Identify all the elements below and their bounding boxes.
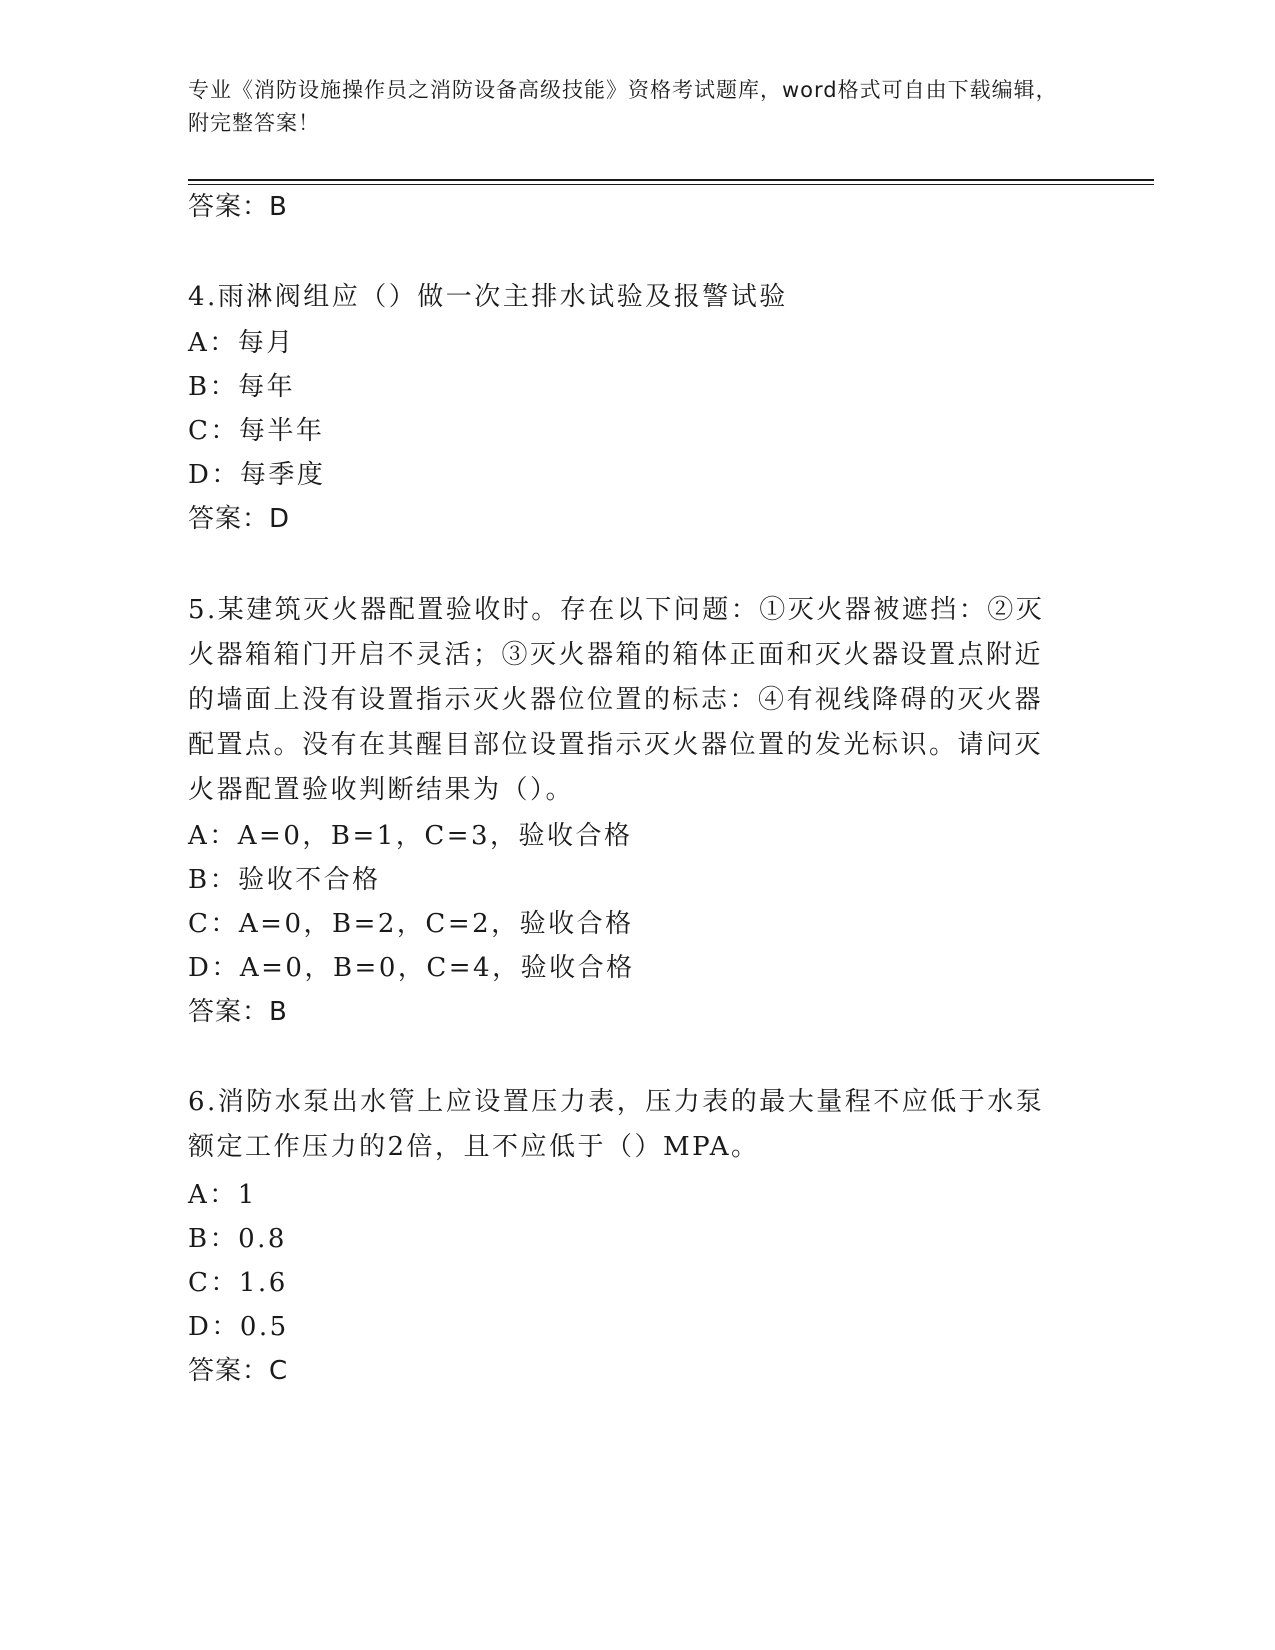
question-4-option-d: D：每季度 — [188, 460, 326, 490]
document-header: 专业《消防设施操作员之消防设备高级技能》资格考试题库，word格式可自由下载编辑，附完整答案！ — [188, 78, 1058, 135]
question-5-option-d: D：A=0，B=0，C=4，验收合格 — [188, 953, 635, 983]
header-divider-thin — [188, 184, 1154, 185]
question-6-option-c: C：1.6 — [188, 1268, 288, 1298]
header-divider — [188, 179, 1154, 181]
answer-q3: 答案：B — [188, 192, 288, 222]
question-4-option-c: C：每半年 — [188, 416, 325, 446]
question-4-text: 4.雨淋阀组应（）做一次主排水试验及报警试验 — [188, 282, 788, 312]
question-6-option-a: A：1 — [188, 1180, 257, 1210]
question-6-text: 6.消防水泵出水管上应设置压力表，压力表的最大量程不应低于水泵额定工作压力的2倍，且不应低于（）MPA。 — [188, 1087, 1045, 1162]
question-6-option-d: D：0.5 — [188, 1312, 289, 1342]
question-5-option-a: A：A=0，B=1，C=3，验收合格 — [188, 821, 633, 851]
question-4-option-b: B：每年 — [188, 372, 296, 402]
answer-q5: 答案：B — [188, 997, 288, 1027]
question-5-option-c: C：A=0，B=2，C=2，验收合格 — [188, 909, 634, 939]
answer-q6: 答案：C — [188, 1356, 289, 1386]
question-4-option-a: A：每月 — [188, 328, 295, 358]
question-5-option-b: B：验收不合格 — [188, 865, 381, 895]
question-6-option-b: B：0.8 — [188, 1224, 287, 1254]
answer-q4: 答案：D — [188, 504, 291, 534]
question-5-text: 5.某建筑灭火器配置验收时。存在以下问题：①灭火器被遮挡：②灭火器箱箱门开启不灵活；③灭火器箱的箱体正面和灭火器设置点附近的墙面上没有设置指示灭火器位位置的标志：④有视线降碍的灭火器配置点。没有在其醒目部位设置指示灭火器位置的发光标识。请问灭火器配置验收判断结果为（）。 — [188, 595, 1045, 805]
